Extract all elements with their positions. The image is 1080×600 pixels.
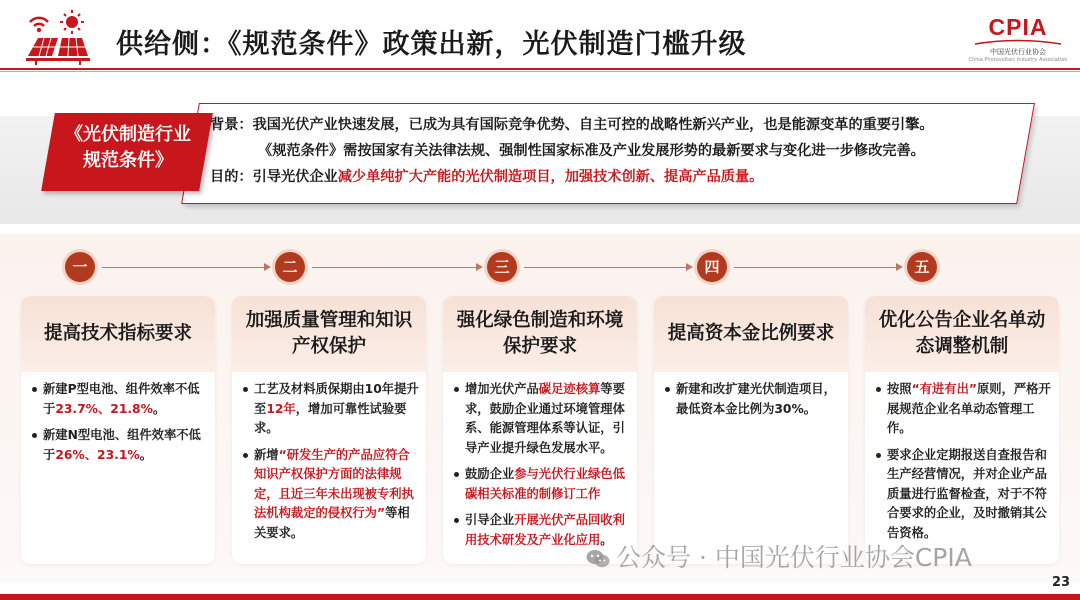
measure-title: 提高技术指标要求	[43, 323, 192, 344]
cpia-logo-text: CPIA	[988, 14, 1048, 40]
highlight-text: 开展光伏产品回收利用技术研发及产业化应用	[465, 513, 625, 547]
highlight-text: “研发生产的产品应符合知识产权保护方面的法律规定，且近三年未出现被专利执法机构裁定的侵权行为”	[254, 447, 414, 520]
measure-list-item	[875, 446, 1053, 544]
measure-list-item	[242, 446, 420, 544]
measure-title: 提高资本金比例要求	[667, 323, 835, 344]
purpose-text-highlight: 减少单纯扩大产能的光伏制造项目，加强技术创新、提高产品质量。	[337, 169, 764, 185]
step-badge: 二	[275, 252, 305, 282]
watermark	[586, 538, 972, 574]
measure-card	[865, 296, 1059, 564]
item-text: 鼓励企业	[465, 467, 515, 481]
background-text-2: 《规范条件》需按国家有关法律法规、强制性国家标准及产业发展形势的最新要求与变化进一步修改完善。	[258, 143, 925, 159]
purpose-line	[210, 164, 1025, 190]
measure-title: 强化绿色制造和环境保护要求	[456, 310, 624, 357]
step-badge: 五	[907, 252, 937, 282]
item-text: 等要求，鼓励企业通过环境管理体系、能源管理体系等认证，引导产业提升绿色发展水平。	[465, 382, 625, 455]
step-connector	[312, 267, 478, 268]
cpia-logo-subtitle: 中国光伏行业协会	[990, 48, 1046, 56]
highlight-text: 参与光伏行业绿色低碳相关标准的制修订工作	[465, 467, 625, 501]
page-number: 23	[1052, 575, 1071, 590]
measure-card-header	[232, 296, 426, 372]
arrow-right-icon	[476, 263, 483, 271]
item-text: ，增加可靠性试验要求。	[254, 401, 407, 435]
measure-list	[242, 380, 420, 550]
step-connector	[734, 267, 898, 268]
measure-list	[31, 380, 209, 472]
intro-content	[210, 112, 1025, 190]
logo-swoosh-icon	[973, 39, 1063, 45]
step-badge: 三	[487, 252, 517, 282]
highlight-text: “有进有出”	[911, 382, 977, 396]
measure-list	[664, 380, 842, 426]
step-badge: 一	[65, 252, 95, 282]
measure-card	[21, 296, 215, 564]
measure-list	[453, 380, 631, 557]
measure-card-header	[865, 296, 1059, 372]
background-label: 背景：	[210, 117, 253, 133]
measure-list-item	[31, 380, 209, 419]
highlight-text: 12年	[266, 401, 296, 416]
item-text: 。	[152, 401, 166, 416]
cpia-logo	[968, 10, 1068, 66]
highlight-text: 23.7%、21.8%	[55, 401, 153, 416]
item-text: 引导企业	[465, 513, 515, 527]
header-divider	[0, 68, 1080, 70]
step-badge: 四	[697, 252, 727, 282]
item-text: 工艺及材料质保期由10年提升至	[254, 382, 419, 416]
measure-list-item	[242, 380, 420, 439]
measure-list	[875, 380, 1053, 550]
item-text: 。	[139, 447, 153, 462]
watermark-text: 公众号 · 中国光伏行业协会CPIA	[616, 543, 972, 572]
wechat-icon	[586, 549, 610, 569]
item-text: 增加光伏产品	[465, 382, 539, 396]
item-text: 按照	[887, 382, 912, 396]
solar-panel-logo-icon	[22, 8, 96, 66]
measure-title: 优化公告企业名单动态调整机制	[878, 310, 1046, 357]
item-text: 等相关要求。	[254, 506, 410, 540]
measure-card-header	[443, 296, 637, 372]
footer-divider	[0, 594, 1080, 600]
header-divider-light	[0, 71, 1080, 72]
measure-card-header	[21, 296, 215, 372]
item-text: 新建和改扩建光伏制造项目，最低资本金比例为30%。	[676, 382, 836, 416]
background-line-2	[210, 138, 1025, 164]
intro-tag-label: 《光伏制造行业规范条件》	[65, 124, 191, 171]
item-text: 新建P型电池、组件效率不低于	[43, 382, 200, 416]
purpose-label: 目的：	[210, 169, 253, 185]
background-text-1: 我国光伏产业快速发展，已成为具有国际竞争优势、自主可控的战略性新兴产业，也是能源变革的重要引擎。	[252, 117, 934, 133]
arrow-right-icon	[264, 263, 271, 271]
measure-list-item	[453, 465, 631, 504]
measure-list-item	[453, 380, 631, 458]
measure-card	[232, 296, 426, 564]
background-line	[210, 112, 1025, 138]
highlight-text: 碳足迹核算	[538, 382, 601, 396]
arrow-right-icon	[896, 263, 903, 271]
measure-card	[443, 296, 637, 564]
measure-list-item	[664, 380, 842, 419]
item-text: 新增	[254, 447, 279, 462]
purpose-text: 引导光伏企业	[252, 169, 338, 185]
item-text: 。	[600, 532, 613, 547]
slide-header	[0, 0, 1080, 72]
measure-card-header	[654, 296, 848, 372]
page-title: 供给侧：《规范条件》政策出新，光伏制造门槛升级	[116, 29, 747, 60]
step-connector	[102, 267, 266, 268]
highlight-text: 26%、23.1%	[55, 447, 140, 462]
measure-list-item	[31, 426, 209, 465]
arrow-right-icon	[686, 263, 693, 271]
measure-card	[654, 296, 848, 564]
item-text: 新建N型电池、组件效率不低于	[43, 428, 201, 462]
measure-title: 加强质量管理和知识产权保护	[245, 310, 413, 357]
item-text: 要求企业定期报送自查报告和生产经营情况，并对企业产品质量进行监督检查，对于不符合要求的企业，及时撤销其公告资格。	[887, 447, 1047, 540]
step-connector	[524, 267, 688, 268]
item-text: 原则，严格开展规范企业名单动态管理工作。	[887, 382, 1051, 435]
measure-list-item	[875, 380, 1053, 439]
cpia-logo-subtitle-en: China Photovoltaic Industry Association	[968, 57, 1068, 63]
